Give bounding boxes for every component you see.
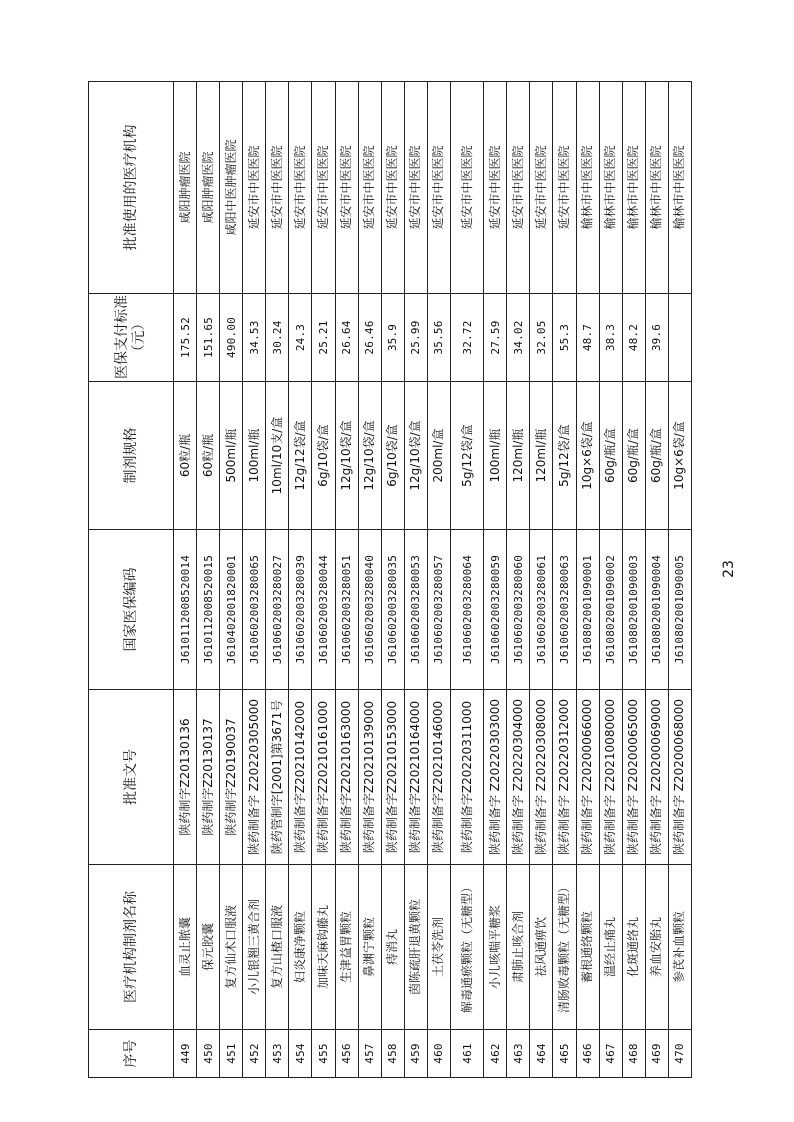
cell-institution: 延安市中医医院 [335, 82, 358, 294]
cell-approval: 陕药制字Z20190037 [220, 690, 243, 865]
cell-code: J610112008520015 [197, 530, 220, 690]
table-row [266, 82, 289, 1078]
cell-name: 化斑通络丸 [622, 865, 645, 1030]
cell-code: J610602003280060 [507, 530, 530, 690]
cell-code: J610602003280063 [553, 530, 576, 690]
cell-spec: 12g/10袋/盒 [335, 382, 358, 530]
table-row [576, 82, 599, 1078]
cell-code: J610602003280039 [289, 530, 312, 690]
cell-approval: 陕药制备字 Z20210080000 [599, 690, 622, 865]
table-row [599, 82, 622, 1078]
cell-code: J610602003280044 [312, 530, 335, 690]
cell-spec: 120ml/瓶 [507, 382, 530, 530]
table-row [507, 82, 530, 1078]
table-row [197, 82, 220, 1078]
cell-spec: 6g/10袋/盒 [381, 382, 404, 530]
cell-price: 175.52 [174, 294, 197, 382]
cell-institution: 延安市中医医院 [358, 82, 381, 294]
cell-name: 保元胶囊 [197, 865, 220, 1030]
table-row [404, 82, 427, 1078]
cell-institution: 延安市中医医院 [450, 82, 483, 294]
cell-institution: 榆林市中医医院 [576, 82, 599, 294]
cell-code: J610602003280051 [335, 530, 358, 690]
cell-name: 血灵止脓囊 [174, 865, 197, 1030]
cell-seq: 468 [622, 1030, 645, 1078]
header-name: 医疗机构制剂名称 [89, 865, 174, 1030]
cell-seq: 456 [335, 1030, 358, 1078]
cell-seq: 470 [668, 1030, 691, 1078]
cell-seq: 452 [243, 1030, 266, 1078]
cell-code: J610602003280061 [530, 530, 553, 690]
cell-code: J610802001090005 [668, 530, 691, 690]
cell-code: J61011200852001​4 [174, 530, 197, 690]
cell-institution: 榆林市中医医院 [645, 82, 668, 294]
cell-approval: 陕药制备字 Z20220304000 [507, 690, 530, 865]
table-row [427, 82, 450, 1078]
cell-price: 48.7 [576, 294, 599, 382]
cell-seq: 459 [404, 1030, 427, 1078]
cell-name: 痔消丸 [381, 865, 404, 1030]
cell-code: J610602003280053 [404, 530, 427, 690]
cell-institution: 延安市中医医院 [243, 82, 266, 294]
cell-approval: 陕药制备字Z20210153000 [381, 690, 404, 865]
cell-name: 养血安胎丸 [645, 865, 668, 1030]
cell-institution: 延安市中医医院 [312, 82, 335, 294]
cell-approval: 陕药制备字 Z20220303000 [484, 690, 507, 865]
cell-price: 39.6 [645, 294, 668, 382]
cell-name: 小儿银翘三黄合剂 [243, 865, 266, 1030]
table-row [220, 82, 243, 1078]
table-row [289, 82, 312, 1078]
cell-code: J610802001090003 [622, 530, 645, 690]
cell-institution: 榆林市中医医院 [668, 82, 691, 294]
cell-spec: 10g×6袋/盒 [576, 382, 599, 530]
cell-approval: 陕药制备字 Z20200068000 [668, 690, 691, 865]
cell-approval: 陕药制备字 Z20220312000 [553, 690, 576, 865]
cell-approval: 陕药制备字Z20210142000 [289, 690, 312, 865]
cell-name: 参芪补血颗粒 [668, 865, 691, 1030]
cell-seq: 449 [174, 1030, 197, 1078]
cell-institution: 延安市中医医院 [289, 82, 312, 294]
cell-institution: 咸阳中医肿瘤医院 [220, 82, 243, 294]
cell-seq: 464 [530, 1030, 553, 1078]
cell-name: 祛风通痹饮 [530, 865, 553, 1030]
cell-institution: 延安市中医医院 [530, 82, 553, 294]
cell-seq: 453 [266, 1030, 289, 1078]
table-row [622, 82, 645, 1078]
table-row [312, 82, 335, 1078]
cell-institution: 咸阳肿瘤医院 [174, 82, 197, 294]
cell-name: 妇炎康净颗粒 [289, 865, 312, 1030]
cell-name: 加味天麻钩藤丸 [312, 865, 335, 1030]
table-row [668, 82, 691, 1078]
cell-price: 25.21 [312, 294, 335, 382]
cell-approval: 陕药制备字 Z20200065000 [622, 690, 645, 865]
cell-approval: 陕药制备字Z20220311000 [450, 690, 483, 865]
cell-code: J610602003280064 [450, 530, 483, 690]
cell-approval: 陕药制备字 Z20220305000 [243, 690, 266, 865]
cell-spec: 60粒/瓶 [197, 382, 220, 530]
cell-price: 26.64 [335, 294, 358, 382]
header-price-line1: 医保支付标准 [114, 295, 130, 379]
cell-code: J610602003280057 [427, 530, 450, 690]
cell-institution: 延安市中医医院 [507, 82, 530, 294]
cell-price: 26.46 [358, 294, 381, 382]
cell-price: 38.3 [599, 294, 622, 382]
cell-approval: 陕药制备字 Z20200069000 [645, 690, 668, 865]
cell-approval: 陕药制备字Z20210146000 [427, 690, 450, 865]
cell-price: 35.56 [427, 294, 450, 382]
cell-institution: 延安市中医医院 [427, 82, 450, 294]
cell-price: 32.05 [530, 294, 553, 382]
cell-spec: 60g/瓶/盒 [645, 382, 668, 530]
cell-seq: 463 [507, 1030, 530, 1078]
table-row [530, 82, 553, 1078]
cell-seq: 460 [427, 1030, 450, 1078]
cell-institution: 咸阳肿瘤医院 [197, 82, 220, 294]
cell-name: 小儿咳喘平糖浆 [484, 865, 507, 1030]
table-row [358, 82, 381, 1078]
cell-seq: 469 [645, 1030, 668, 1078]
cell-spec: 10ml/10支/盒 [266, 382, 289, 530]
cell-spec: 60粒/瓶 [174, 382, 197, 530]
cell-name: 茵陈疏肝退黄颗粒 [404, 865, 427, 1030]
drug-catalog-table [88, 81, 692, 1078]
cell-code: J610602003280027 [266, 530, 289, 690]
cell-price: 27.59 [484, 294, 507, 382]
table-row [645, 82, 668, 1078]
cell-spec: 120ml/瓶 [530, 382, 553, 530]
cell-spec: 6g/10袋/盒 [312, 382, 335, 530]
cell-approval: 陕药制备字Z20210163000 [335, 690, 358, 865]
cell-code: J610802001090001 [576, 530, 599, 690]
table-row [450, 82, 483, 1078]
page-number: 23 [720, 560, 737, 578]
table-row [381, 82, 404, 1078]
cell-spec: 5g/12袋/盒 [450, 382, 483, 530]
cell-approval: 陕药制备字Z20210161000 [312, 690, 335, 865]
header-spec: 制剂规格 [89, 382, 174, 530]
header-price [89, 294, 174, 382]
cell-approval: 陕药制备字 Z20200066000 [576, 690, 599, 865]
cell-spec: 12g/12袋/盒 [289, 382, 312, 530]
cell-approval: 陕药制备字Z20210139000 [358, 690, 381, 865]
cell-name: 解毒通瘀颗粒（无糖型） [450, 865, 483, 1030]
cell-seq: 450 [197, 1030, 220, 1078]
cell-price: 55.3 [553, 294, 576, 382]
cell-spec: 5g/12袋/盒 [553, 382, 576, 530]
cell-name: 土茯苓洗剂 [427, 865, 450, 1030]
cell-price: 151.65 [197, 294, 220, 382]
cell-seq: 466 [576, 1030, 599, 1078]
cell-institution: 延安市中医医院 [266, 82, 289, 294]
cell-price: 490.00 [220, 294, 243, 382]
cell-spec: 12g/10袋/盒 [358, 382, 381, 530]
cell-price: 30.24 [266, 294, 289, 382]
cell-name: 肃肺止咳合剂 [507, 865, 530, 1030]
cell-approval: 陕药管制字[2001]第3671号 [266, 690, 289, 865]
cell-price: 35.9 [381, 294, 404, 382]
cell-seq: 457 [358, 1030, 381, 1078]
cell-institution: 延安市中医医院 [553, 82, 576, 294]
cell-code: J610602003280059 [484, 530, 507, 690]
cell-institution: 延安市中医医院 [484, 82, 507, 294]
table-row [335, 82, 358, 1078]
cell-seq: 462 [484, 1030, 507, 1078]
header-seq: 序号 [89, 1030, 174, 1078]
cell-spec: 200ml/盒 [427, 382, 450, 530]
cell-institution: 延安市中医医院 [381, 82, 404, 294]
cell-seq: 467 [599, 1030, 622, 1078]
cell-code: J610602003280065 [243, 530, 266, 690]
header-price-line2: （元） [131, 316, 147, 359]
cell-seq: 465 [553, 1030, 576, 1078]
cell-price: 25.99 [404, 294, 427, 382]
table-row [174, 82, 197, 1078]
cell-code: J610602003280040 [358, 530, 381, 690]
cell-spec: 60g/瓶/盒 [622, 382, 645, 530]
cell-price: 34.53 [243, 294, 266, 382]
cell-seq: 455 [312, 1030, 335, 1078]
header-approval: 批准文号 [89, 690, 174, 865]
cell-name: 生津益胃颗粒 [335, 865, 358, 1030]
table-row [553, 82, 576, 1078]
cell-price: 34.02 [507, 294, 530, 382]
cell-name: 清肠败毒颗粒（无糖型） [553, 865, 576, 1030]
cell-approval: 陕药制备字 Z20220308000 [530, 690, 553, 865]
cell-name: 复方山楂口服液 [266, 865, 289, 1030]
cell-seq: 458 [381, 1030, 404, 1078]
header-institution: 批准使用的医疗机构 [89, 82, 174, 294]
cell-spec: 100ml/瓶 [243, 382, 266, 530]
rotated-table-frame [88, 82, 692, 1078]
cell-institution: 榆林市中医医院 [622, 82, 645, 294]
cell-name: 温经止痛丸 [599, 865, 622, 1030]
cell-approval: 陕药制字Z20130137 [197, 690, 220, 865]
cell-spec: 10g×6袋/盒 [668, 382, 691, 530]
header-row [89, 82, 174, 1078]
table-row [243, 82, 266, 1078]
cell-approval: 陕药制字Z20130136 [174, 690, 197, 865]
cell-name: 蓄根通络颗粒 [576, 865, 599, 1030]
cell-institution: 延安市中医医院 [404, 82, 427, 294]
cell-spec: 60g/瓶/盒 [599, 382, 622, 530]
cell-price: 48.2 [622, 294, 645, 382]
cell-institution: 榆林市中医医院 [599, 82, 622, 294]
cell-spec: 100ml/瓶 [484, 382, 507, 530]
cell-spec: 500ml/瓶 [220, 382, 243, 530]
cell-price: 24.3 [289, 294, 312, 382]
cell-spec: 12g/10袋/盒 [404, 382, 427, 530]
cell-seq: 454 [289, 1030, 312, 1078]
cell-approval: 陕药制备字Z20210164000 [404, 690, 427, 865]
header-code: 国家医保编码 [89, 530, 174, 690]
table-row [484, 82, 507, 1078]
cell-name: 鼻渊宁颗粒 [358, 865, 381, 1030]
cell-code: J610402001820001 [220, 530, 243, 690]
cell-code: J610802001090002 [599, 530, 622, 690]
cell-seq: 461 [450, 1030, 483, 1078]
cell-code: J610602003280035 [381, 530, 404, 690]
cell-price: 32.72 [450, 294, 483, 382]
cell-price [668, 294, 691, 382]
cell-name: 复方仙术口服液 [220, 865, 243, 1030]
cell-seq: 451 [220, 1030, 243, 1078]
cell-code: J610802001090004 [645, 530, 668, 690]
